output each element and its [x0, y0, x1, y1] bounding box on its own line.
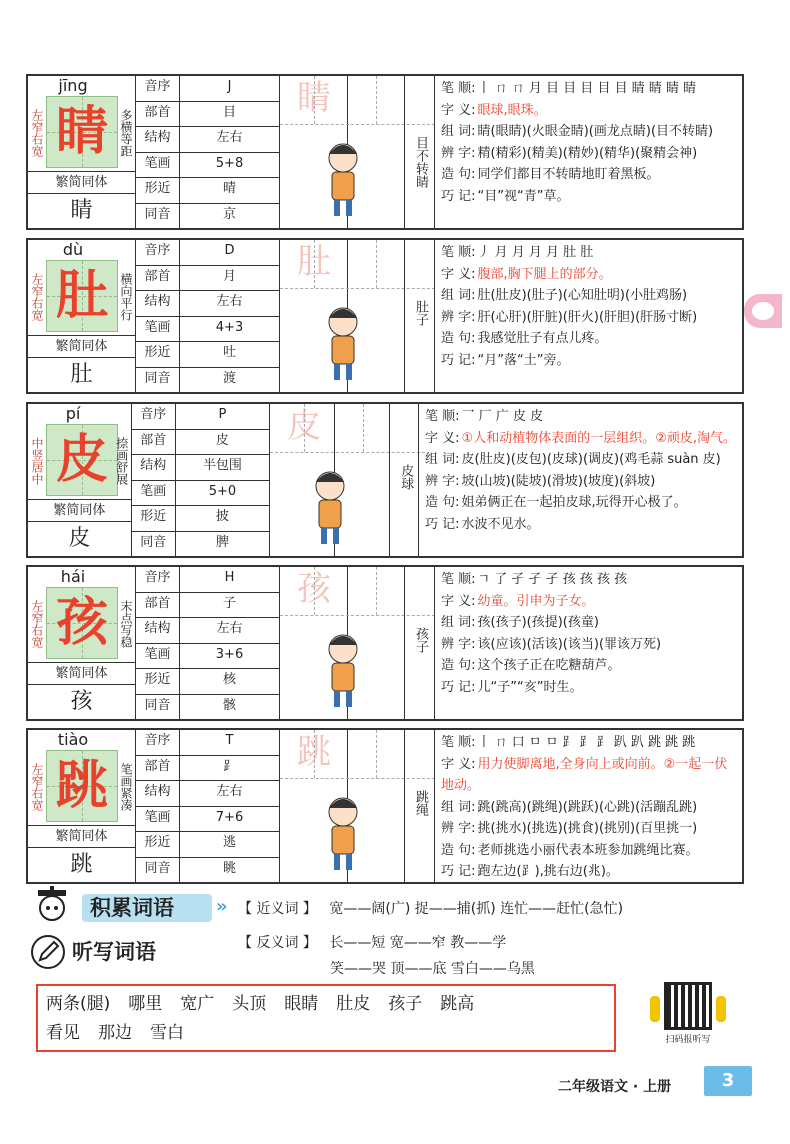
meaning: 眼球,眼珠。	[477, 102, 547, 118]
antonyms-row-2	[330, 958, 535, 978]
ghost-char: 皮	[287, 406, 322, 446]
right-note: 横向平行	[119, 273, 133, 321]
pinyin: jīng	[58, 76, 88, 95]
stroke-order: ㄱ 了 孑 孑 孑 孩 孩 孩 孩	[477, 572, 628, 587]
left-note: 中竖居中	[30, 437, 44, 485]
pencil-icon	[30, 934, 66, 970]
practice-grid-2	[348, 730, 405, 882]
synonyms-row	[238, 898, 623, 918]
traditional-char: 皮	[68, 526, 91, 551]
char-column	[28, 240, 136, 392]
pinyin: pí	[65, 404, 81, 423]
attr-row-tongyin: 同音 脾	[132, 532, 269, 557]
char-card	[26, 565, 744, 721]
practice-grid-2	[348, 240, 405, 392]
attr-row-bushou: 部首 ⻊	[136, 756, 279, 782]
word-groups: 跳(跳高)(跳绳)(跳跃)(心跳)(活蹦乱跳)	[477, 799, 698, 815]
mnemonic: 跑左边(⻊),挑右边(兆)。	[477, 864, 619, 879]
practice-grid-2	[348, 567, 405, 719]
dictation-word: 肚皮	[336, 994, 371, 1014]
chevrons-icon: »	[216, 896, 228, 917]
word-groups: 皮(肚皮)(皮包)(皮球)(调皮)(鸡毛蒜 suàn 皮)	[461, 452, 721, 467]
attr-row-xingjin: 形近 核	[136, 669, 279, 695]
word-groups: 孩(孩子)(孩提)(孩童)	[477, 615, 599, 630]
attr-row-xingjin: 形近 披	[132, 506, 269, 532]
attr-row-bushou: 部首 目	[136, 102, 279, 128]
synonyms-tag: 【 近义词 】	[238, 901, 317, 917]
dictation-word: 眼睛	[284, 994, 319, 1014]
dictation-word: 哪里	[128, 994, 163, 1014]
attr-row-tongyin: 同音 眺	[136, 858, 279, 883]
practice-grid-2	[348, 76, 405, 228]
attr-row-bushou: 部首 月	[136, 266, 279, 292]
attr-row-yinxu: 音序 D	[136, 240, 279, 266]
dictation-word: 那边	[98, 1023, 132, 1043]
attributes-table	[136, 730, 280, 882]
ghost-char: 孩	[297, 569, 331, 609]
attr-row-jiegou: 结构 左右	[136, 618, 279, 644]
dictation-word: 孩子	[388, 994, 423, 1014]
left-note: 左窄右宽	[30, 600, 44, 648]
antonyms-row	[238, 932, 506, 952]
illustration-caption: 目不转睛	[413, 136, 428, 188]
attr-row-yinxu: 音序 T	[136, 730, 279, 756]
dictation-word: 雪白	[150, 1023, 184, 1043]
attr-row-bihua: 笔画 3+6	[136, 644, 279, 670]
char-card	[26, 238, 744, 394]
attr-row-tongyin: 同音 渡	[136, 368, 279, 393]
big-char: 皮	[46, 424, 118, 496]
attr-row-jiegou: 结构 左右	[136, 291, 279, 317]
details: 笔 顺: 丿 月 月 月 月 肚 肚 字 义: 腹部,胸下腿上的部分。 组 词: 肚(肚皮)(肚子)(心知肚明)(小肚鸡肠) 辨 字: 肝(心肝)(肝脏)(肝火)(肝胆)(肝肠寸断) 造 句: 我感觉肚子有点儿疼。 巧 记: “月”落“土”旁。	[441, 245, 698, 368]
mnemonic: “月”落“土”旁。	[477, 352, 570, 368]
mnemonic: 水波不见水。	[461, 516, 540, 532]
char-column	[28, 76, 136, 228]
attr-row-jiegou: 结构 左右	[136, 781, 279, 807]
meaning: 腹部,胸下腿上的部分。	[477, 266, 612, 282]
attr-row-xingjin: 形近 逃	[136, 832, 279, 858]
sentence: 这个孩子正在吃糖葫芦。	[477, 658, 621, 673]
char-column	[28, 404, 132, 556]
dictation-row-2	[46, 1019, 606, 1048]
practice-grid-2	[335, 404, 390, 556]
right-note: 末点写稳	[119, 600, 133, 648]
details: 笔 顺: 丨 ㄇ 口 ㅁ ㅁ ⻊ ⻊ ⻊ 趴 趴 跳 跳 跳 字 义: 用力使脚离地,全身向上或向前。②一起一伏地动。 组 词: 跳(跳高)(跳绳)(跳跃)(心跳)(活蹦乱跳) 辨 字: 挑(挑水)(挑选)(挑食)(挑别)(百里挑一) 造 句: 老师挑选小丽代表本班参加跳绳比赛。 巧 记: 跑左边(⻊),挑右边(兆)。	[441, 735, 728, 879]
attr-row-bihua: 笔画 7+6	[136, 807, 279, 833]
mnemonic: “目”视“青”草。	[477, 188, 570, 204]
left-note: 左窄右宽	[30, 273, 44, 321]
doctor-boy-icon	[30, 886, 80, 926]
ghost-char: 跳	[297, 732, 331, 772]
accumulate-header	[30, 886, 228, 926]
illustration-caption: 皮球	[398, 464, 414, 490]
attributes-table	[136, 76, 280, 228]
details: 笔 顺: ㄱ 了 孑 孑 孑 孩 孩 孩 孩 字 义: 幼童。引申为子女。 组 词: 孩(孩子)(孩提)(孩童) 辨 字: 该(应该)(活该)(该当)(罪该万死) 造 句: 这个孩子正在吃糖葫芦。 巧 记: 儿“子”“亥”时生。	[441, 572, 662, 695]
caption-column	[405, 730, 435, 882]
sentence: 老师挑选小丽代表本班参加跳绳比赛。	[477, 842, 699, 858]
attr-row-jiegou: 结构 半包围	[132, 455, 269, 481]
distinguish: 坡(山坡)(陡坡)(滑坡)(坡度)(斜坡)	[461, 473, 656, 489]
distinguish: 该(应该)(活该)(该当)(罪该万死)	[477, 636, 662, 652]
antonyms-list-2: 笑——哭 顶——底 雪白——乌黑	[330, 961, 535, 977]
meaning: ①人和动植物体表面的一层组织。②顽皮,淘气。	[461, 430, 736, 446]
attr-row-bushou: 部首 皮	[132, 430, 269, 456]
dictation-word: 跳高	[440, 994, 475, 1014]
illustration-caption: 跳绳	[413, 790, 428, 816]
meaning: 用力使脚离地,全身向上或向前。②一起一伏地动。	[441, 756, 728, 793]
attr-row-jiegou: 结构 左右	[136, 127, 279, 153]
big-char: 睛	[46, 96, 118, 168]
stroke-order: 丨 ㄇ 口 ㅁ ㅁ ⻊ ⻊ ⻊ 趴 趴 跳 跳 跳	[477, 735, 696, 750]
char-card	[26, 74, 744, 230]
right-note: 捺画舒展	[114, 437, 129, 485]
dictation-word: 头顶	[232, 994, 267, 1014]
distinguish: 挑(挑水)(挑选)(挑食)(挑别)(百里挑一)	[477, 821, 698, 836]
accumulate-title: 积累词语	[90, 896, 174, 920]
char-card	[26, 728, 744, 884]
attr-row-tongyin: 同音 京	[136, 204, 279, 229]
ghost-char: 睛	[297, 78, 331, 118]
attributes-table	[136, 567, 280, 719]
attr-row-yinxu: 音序 J	[136, 76, 279, 102]
pinyin: tiào	[57, 730, 89, 749]
distinguish: 肝(心肝)(肝脏)(肝火)(肝胆)(肝肠寸断)	[477, 309, 698, 325]
attr-row-yinxu: 音序 P	[132, 404, 269, 430]
distinguish: 精(精彩)(精美)(精妙)(精华)(聚精会神)	[477, 145, 698, 161]
dictation-title: 听写词语	[72, 940, 156, 964]
fanjian-label: 繁简同体	[28, 500, 131, 522]
fanjian-label: 繁简同体	[28, 172, 135, 194]
dictation-word: 宽广	[180, 994, 215, 1014]
big-char: 跳	[46, 750, 118, 822]
ghost-char: 肚	[297, 242, 331, 282]
attr-row-tongyin: 同音 骸	[136, 695, 279, 720]
meaning: 幼童。引申为子女。	[477, 593, 595, 609]
attr-row-yinxu: 音序 H	[136, 567, 279, 593]
attr-row-bihua: 笔画 4+3	[136, 317, 279, 343]
illustration-caption: 肚子	[413, 300, 428, 326]
traditional-char: 孩	[70, 689, 93, 714]
dictation-word: 两条(腿)	[46, 994, 111, 1014]
antonyms-tag: 【 反义词 】	[238, 935, 317, 951]
char-card	[26, 402, 744, 558]
qr-icon	[664, 982, 712, 1030]
right-note: 笔画紧凑	[119, 763, 133, 811]
page-number: 3	[704, 1066, 752, 1096]
attributes-table	[136, 240, 280, 392]
char-column	[28, 567, 136, 719]
caption-column	[390, 404, 419, 556]
qr-caption: 扫码报听写	[665, 1035, 711, 1045]
stroke-order: 丨 ㄇ ㄇ 月 目 目 目 目 目 睛 睛 睛 睛	[477, 81, 697, 96]
dictation-word: 看见	[46, 1023, 80, 1043]
mouse-tab-icon	[744, 294, 782, 328]
antonyms-list-1: 长——短 宽——窄 教——学	[329, 935, 507, 951]
caption-column	[405, 567, 435, 719]
caption-column	[405, 76, 435, 228]
sentence: 我感觉肚子有点儿疼。	[477, 331, 608, 346]
fanjian-label: 繁简同体	[28, 826, 135, 848]
dictation-header	[30, 934, 220, 974]
left-note: 左窄右宽	[30, 763, 44, 811]
traditional-char: 肚	[70, 362, 93, 387]
dictation-box	[36, 984, 616, 1052]
attr-row-xingjin: 形近 晴	[136, 178, 279, 204]
caption-column	[405, 240, 435, 392]
details: 笔 顺: 乛 厂 广 皮 皮 字 义: ①人和动植物体表面的一层组织。②顽皮,淘气。 组 词: 皮(肚皮)(皮包)(皮球)(调皮)(鸡毛蒜 suàn 皮) 辨 字: 坡(山坡)(陡坡)(滑坡)(坡度)(斜坡) 造 句: 姐弟俩正在一起拍皮球,玩得开心极了。 巧 记: 水波不见水。	[425, 409, 736, 532]
traditional-char: 跳	[70, 852, 93, 877]
word-groups: 睛(眼睛)(火眼金睛)(画龙点睛)(目不转睛)	[477, 124, 714, 139]
details: 笔 顺: 丨 ㄇ ㄇ 月 目 目 目 目 目 睛 睛 睛 睛 字 义: 眼球,眼珠。 组 词: 睛(眼睛)(火眼金睛)(画龙点睛)(目不转睛) 辨 字: 精(精彩)(精美)(精妙)(精华)(聚精会神) 造 句: 同学们都目不转睛地盯着黑板。 巧 记: “目”视“青”草。	[441, 81, 714, 204]
attr-row-bihua: 笔画 5+0	[132, 481, 269, 507]
char-column	[28, 730, 136, 882]
sentence: 同学们都目不转睛地盯着黑板。	[477, 167, 660, 182]
pinyin: hái	[60, 567, 86, 586]
attr-row-bushou: 部首 子	[136, 593, 279, 619]
synonyms-list: 宽——阔(广) 捉——捕(抓) 连忙——赶忙(急忙)	[329, 901, 624, 917]
qr-code[interactable]	[650, 982, 726, 1044]
attr-row-xingjin: 形近 吐	[136, 342, 279, 368]
attributes-table	[132, 404, 270, 556]
word-groups: 肚(肚皮)(肚子)(心知肚明)(小肚鸡肠)	[477, 288, 688, 303]
traditional-char: 睛	[70, 198, 93, 223]
pinyin: dù	[62, 240, 84, 259]
footer-grade: 二年级语文 · 上册	[558, 1079, 672, 1095]
right-note: 多横等距	[119, 109, 133, 157]
illustration-caption: 孩子	[413, 627, 428, 653]
big-char: 孩	[46, 587, 118, 659]
attr-row-bihua: 笔画 5+8	[136, 153, 279, 179]
dictation-row-1	[46, 990, 606, 1019]
stroke-order: 丿 月 月 月 月 肚 肚	[477, 245, 594, 260]
sentence: 姐弟俩正在一起拍皮球,玩得开心极了。	[461, 495, 687, 510]
big-char: 肚	[46, 260, 118, 332]
fanjian-label: 繁简同体	[28, 336, 135, 358]
stroke-order: 乛 厂 广 皮 皮	[461, 409, 544, 424]
mnemonic: 儿“子”“亥”时生。	[477, 679, 583, 695]
fanjian-label: 繁简同体	[28, 663, 135, 685]
left-note: 左窄右宽	[30, 109, 44, 157]
